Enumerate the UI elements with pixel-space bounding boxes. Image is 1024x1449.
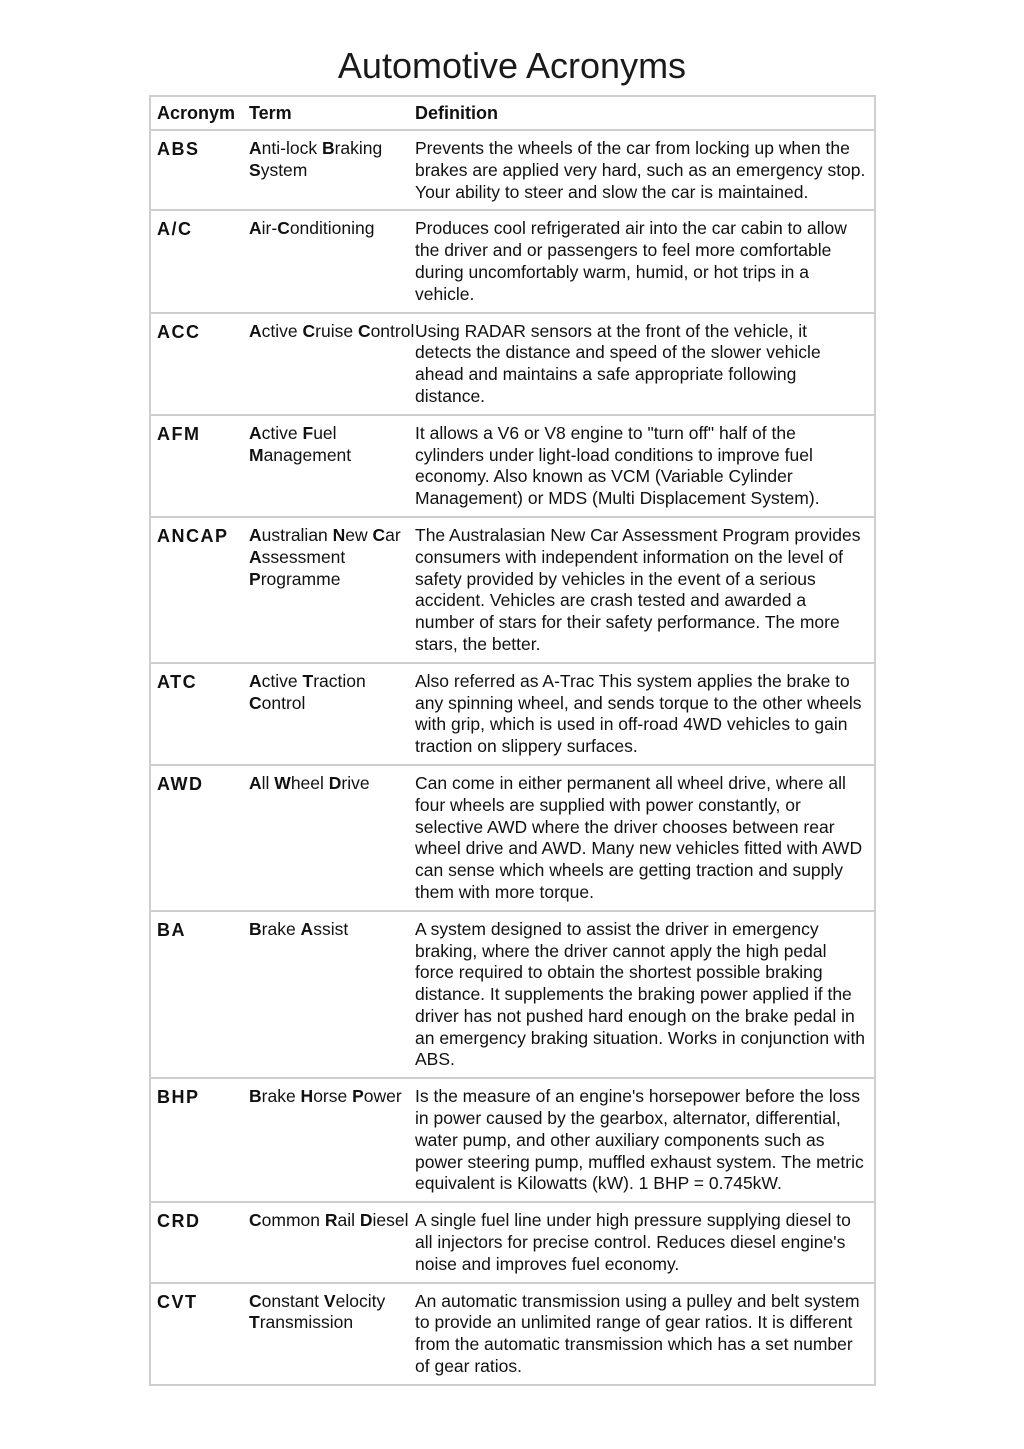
header-acronym: Acronym [150,96,249,130]
term-initial: A [249,138,262,158]
term-initial: S [249,159,261,180]
term-cell [249,1202,415,1282]
term-text: uel [313,422,337,443]
term-text: rogramme [260,568,341,589]
term-initial: D [359,1210,373,1231]
header-definition: Definition [415,96,875,130]
definition-cell: An automatic transmission using a pulley and belt system to provide an unlimited range of gear ratios. It is different from the automatic transmission which has a set number of gear ratios. [415,1283,875,1385]
term-text: rake [261,1086,301,1107]
table-row [150,415,875,517]
term-cell [249,517,415,663]
term-initial: C [249,1290,262,1311]
definition-cell: It allows a V6 or V8 engine to "turn off" half of the cylinders under light-load conditions to improve fuel economy. Also known as VCM (Variable Cylinder Management) or MDS (Multi Displacement System). [415,415,875,517]
term-initial: A [249,546,262,567]
term-initial: W [274,772,291,793]
term-initial: B [249,1086,262,1107]
term-cell [249,313,415,415]
table-row [150,911,875,1079]
term-text: anagement [263,444,352,465]
term-cell [249,130,415,210]
term-text: rive [341,772,370,793]
table-row [150,1283,875,1385]
term-initial: A [249,320,262,341]
term-text: ransmission [259,1312,354,1333]
term-text: nti-lock [261,138,322,158]
term-initial: A [249,422,262,443]
term-text: ll [261,772,275,793]
term-initial: P [249,568,261,589]
term-initial: A [249,772,262,793]
acronym-cell: ATC [150,663,249,765]
page-title: Automotive Acronyms [337,45,687,86]
acronym-cell: AWD [150,765,249,911]
term-initial: C [277,218,290,239]
term-cell [249,663,415,765]
term-text: ruise [315,320,358,341]
term-text: orse [313,1086,353,1107]
term-initial: A [249,670,262,691]
table-body [150,130,875,1385]
term-text: onditioning [289,218,375,239]
acronym-cell: CVT [150,1283,249,1385]
term-text: raction [313,670,366,691]
term-text: ir- [261,218,278,239]
term-text: ssessment [261,546,346,567]
acronym-cell: AFM [150,415,249,517]
term-initial: N [332,524,346,545]
definition-cell: Can come in either permanent all wheel drive, where all four wheels are supplied with power constantly, or selective AWD where the driver chooses between rear wheel drive and AWD. Many new vehicles fitted with AWD can sense which wheels are getting traction and supply them with more torque. [415,765,875,911]
table-row [150,663,875,765]
term-initial: M [249,444,264,465]
term-initial: A [300,918,314,939]
table-row [150,1202,875,1282]
term-text: ew [345,524,373,545]
term-initial: F [302,422,314,443]
term-text: ar [385,524,401,545]
term-text: ower [363,1086,402,1107]
term-initial: V [323,1290,336,1311]
term-text: iesel [372,1210,409,1231]
term-initial: C [302,320,316,341]
term-cell [249,911,415,1079]
term-initial: A [249,218,262,239]
acronym-cell: BA [150,911,249,1079]
term-cell [249,1283,415,1385]
term-text: ail [337,1210,360,1231]
table-row [150,130,875,210]
term-initial: P [352,1086,364,1107]
term-text: ctive [261,320,303,341]
header-term: Term [249,96,415,130]
term-text: heel [290,772,329,793]
term-text: onstant [261,1290,324,1311]
acronym-cell: ACC [150,313,249,415]
term-initial: B [321,138,335,158]
definition-cell: A system designed to assist the driver in emergency braking, where the driver cannot apply the high pedal force required to obtain the shortest possible braking distance. It supplements the braking power applied if the driver has not pushed hard enough on the brake pedal in an emergency braking situation. Works in conjunction with ABS. [415,911,875,1079]
term-text: rake [261,918,301,939]
term-initial: H [300,1086,314,1107]
term-cell [249,1078,415,1202]
definition-cell: A single fuel line under high pressure supplying diesel to all injectors for precise control. Reduces diesel engine's noise and improves fuel economy. [415,1202,875,1282]
table-header-row [150,96,875,130]
term-text: ctive [261,422,303,443]
definition-cell: Is the measure of an engine's horsepower before the loss in power caused by the gearbox, alternator, differential, water pump, and other auxiliary components such as power steering pump, muffled exhaust system. The metric equivalent is Kilowatts (kW). 1 BHP = 0.745kW. [415,1078,875,1202]
term-text: ctive [261,670,303,691]
term-initial: T [302,670,314,691]
table-row [150,517,875,663]
term-text: elocity [335,1290,386,1311]
definition-cell: The Australasian New Car Assessment Program provides consumers with independent information on the level of safety provided by vehicles in the event of a serious accident. Vehicles are crash tested and awarded a number of stars for their safety performance. The more stars, the better. [415,517,875,663]
term-text: ontrol [261,692,306,713]
term-initial: D [328,772,342,793]
definition-cell: Also referred as A-Trac This system applies the brake to any spinning wheel, and sends torque to the other wheels with grip, which is used in off-road 4WD vehicles to gain traction on slippery surfaces. [415,663,875,765]
term-text: raking [334,138,383,158]
acronym-cell: CRD [150,1202,249,1282]
term-initial: C [249,1210,262,1231]
acronym-cell: BHP [150,1078,249,1202]
term-initial: C [249,692,262,713]
term-initial: C [357,320,371,341]
table-row [150,210,875,312]
table-row [150,313,875,415]
acronym-cell: A/C [150,210,249,312]
acronym-cell: ABS [150,130,249,210]
definition-cell: Using RADAR sensors at the front of the vehicle, it detects the distance and speed of the slower vehicle ahead and maintains a safe appropriate following distance. [415,313,875,415]
definition-cell: Prevents the wheels of the car from locking up when the brakes are applied very hard, such as an emergency stop. Your ability to steer and slow the car is maintained. [415,130,875,210]
term-cell [249,210,415,312]
table-row [150,1078,875,1202]
term-text: ontrol [370,320,415,341]
acronym-cell: ANCAP [150,517,249,663]
term-initial: A [249,524,262,545]
table-row [150,765,875,911]
term-text: ssist [313,918,349,939]
term-initial: C [372,524,386,545]
acronym-table [149,95,876,1386]
term-text: ystem [260,159,308,180]
term-text: ustralian [261,524,333,545]
term-cell [249,765,415,911]
definition-cell: Produces cool refrigerated air into the car cabin to allow the driver and or passengers to feel more comfortable during uncomfortably warm, humid, or hot trips in a vehicle. [415,210,875,312]
term-text: ommon [261,1210,325,1231]
term-initial: B [249,918,262,939]
term-initial: T [249,1312,260,1333]
term-cell [249,415,415,517]
term-initial: R [324,1210,338,1231]
